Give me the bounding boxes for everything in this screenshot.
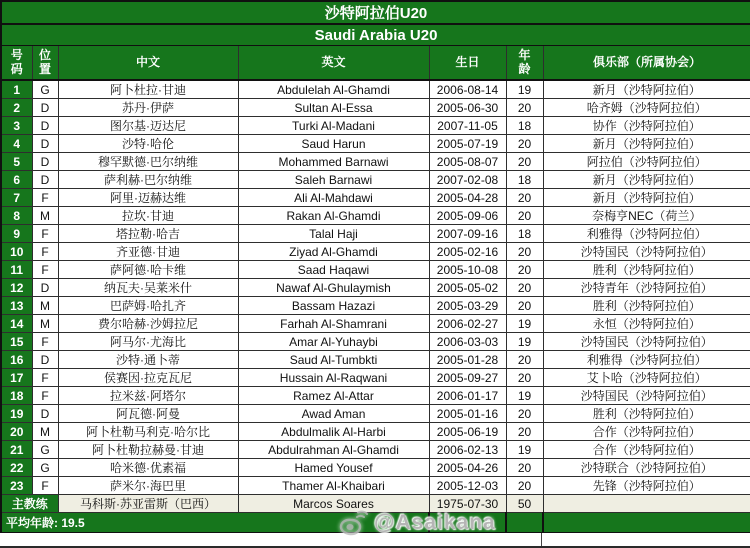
player-age: 18 xyxy=(506,117,543,135)
player-name-en: Thamer Al-Khaibari xyxy=(238,477,429,495)
player-number: 15 xyxy=(1,333,32,351)
player-row xyxy=(1,369,750,387)
player-position: D xyxy=(32,351,58,369)
player-name-en: Abdulelah Al-Ghamdi xyxy=(238,80,429,99)
player-age: 20 xyxy=(506,279,543,297)
col-header-age: 年龄 xyxy=(506,46,543,81)
player-row xyxy=(1,441,750,459)
player-row xyxy=(1,387,750,405)
player-row xyxy=(1,189,750,207)
player-age: 18 xyxy=(506,171,543,189)
player-name-cn: 拉坎·甘迪 xyxy=(58,207,238,225)
player-row xyxy=(1,477,750,495)
player-name-en: Nawaf Al-Ghulaymish xyxy=(238,279,429,297)
player-birthdate: 2006-08-14 xyxy=(429,80,506,99)
player-name-en: Farhah Al-Shamrani xyxy=(238,315,429,333)
player-position: D xyxy=(32,279,58,297)
player-birthdate: 2005-10-08 xyxy=(429,261,506,279)
player-birthdate: 2005-09-06 xyxy=(429,207,506,225)
player-position: M xyxy=(32,297,58,315)
player-position: F xyxy=(32,225,58,243)
player-name-en: Ziyad Al-Ghamdi xyxy=(238,243,429,261)
player-number: 20 xyxy=(1,423,32,441)
player-number: 11 xyxy=(1,261,32,279)
title-row-cn xyxy=(1,1,750,24)
player-age: 20 xyxy=(506,477,543,495)
player-age: 20 xyxy=(506,459,543,477)
player-name-cn: 萨米尔·海巴里 xyxy=(58,477,238,495)
player-name-en: Abdulrahman Al-Ghamdi xyxy=(238,441,429,459)
player-row xyxy=(1,225,750,243)
player-position: G xyxy=(32,459,58,477)
player-age: 20 xyxy=(506,189,543,207)
player-age: 20 xyxy=(506,243,543,261)
player-name-cn: 阿卜杜拉·甘迪 xyxy=(58,80,238,99)
player-name-en: Saud Al-Tumbkti xyxy=(238,351,429,369)
player-age: 19 xyxy=(506,387,543,405)
coach-name-en: Marcos Soares xyxy=(238,495,429,513)
player-row xyxy=(1,405,750,423)
player-row xyxy=(1,315,750,333)
player-club: 新月（沙特阿拉伯） xyxy=(543,80,750,99)
player-position: F xyxy=(32,243,58,261)
player-age: 20 xyxy=(506,99,543,117)
player-birthdate: 2005-04-26 xyxy=(429,459,506,477)
player-name-en: Ramez Al-Attar xyxy=(238,387,429,405)
player-birthdate: 2005-09-27 xyxy=(429,369,506,387)
player-name-en: Saad Haqawi xyxy=(238,261,429,279)
player-number: 4 xyxy=(1,135,32,153)
player-age: 19 xyxy=(506,333,543,351)
title-row-en xyxy=(1,24,750,46)
player-name-cn: 穆罕默德·巴尔纳维 xyxy=(58,153,238,171)
player-position: F xyxy=(32,369,58,387)
player-number: 19 xyxy=(1,405,32,423)
player-name-en: Rakan Al-Ghamdi xyxy=(238,207,429,225)
player-number: 13 xyxy=(1,297,32,315)
player-row xyxy=(1,261,750,279)
col-header-club: 俱乐部（所属协会） xyxy=(543,46,750,81)
player-number: 16 xyxy=(1,351,32,369)
player-birthdate: 2007-02-08 xyxy=(429,171,506,189)
col-header-number: 号码 xyxy=(1,46,32,81)
player-name-cn: 萨阿德·哈卡维 xyxy=(58,261,238,279)
player-name-en: Abdulmalik Al-Harbi xyxy=(238,423,429,441)
player-club: 合作（沙特阿拉伯） xyxy=(543,441,750,459)
player-club: 胜利（沙特阿拉伯） xyxy=(543,405,750,423)
players-body xyxy=(1,80,750,495)
player-club: 胜利（沙特阿拉伯） xyxy=(543,261,750,279)
footer-empty-birthdate xyxy=(429,513,506,533)
player-name-en: Saleh Barnawi xyxy=(238,171,429,189)
player-position: D xyxy=(32,153,58,171)
player-club: 沙特联合（沙特阿拉伯） xyxy=(543,459,750,477)
player-club: 沙特国民（沙特阿拉伯） xyxy=(543,243,750,261)
player-club: 阿拉伯（沙特阿拉伯） xyxy=(543,153,750,171)
player-club: 利雅得（沙特阿拉伯） xyxy=(543,351,750,369)
player-name-cn: 哈米德·优素福 xyxy=(58,459,238,477)
player-age: 19 xyxy=(506,80,543,99)
col-header-position: 位置 xyxy=(32,46,58,81)
coach-name-cn: 马科斯·苏亚雷斯（巴西） xyxy=(58,495,238,513)
player-club: 新月（沙特阿拉伯） xyxy=(543,171,750,189)
player-row xyxy=(1,423,750,441)
player-position: D xyxy=(32,99,58,117)
player-row xyxy=(1,351,750,369)
player-club: 合作（沙特阿拉伯） xyxy=(543,423,750,441)
player-birthdate: 2005-05-02 xyxy=(429,279,506,297)
player-age: 20 xyxy=(506,369,543,387)
player-age: 20 xyxy=(506,297,543,315)
player-name-cn: 阿马尔·尤海比 xyxy=(58,333,238,351)
player-number: 22 xyxy=(1,459,32,477)
player-club: 奈梅亨NEC（荷兰） xyxy=(543,207,750,225)
player-club: 新月（沙特阿拉伯） xyxy=(543,135,750,153)
player-name-cn: 苏丹·伊萨 xyxy=(58,99,238,117)
player-position: F xyxy=(32,387,58,405)
player-club: 先锋（沙特阿拉伯） xyxy=(543,477,750,495)
player-position: F xyxy=(32,477,58,495)
player-club: 沙特国民（沙特阿拉伯） xyxy=(543,387,750,405)
player-number: 3 xyxy=(1,117,32,135)
player-birthdate: 2007-11-05 xyxy=(429,117,506,135)
player-birthdate: 2005-07-19 xyxy=(429,135,506,153)
player-row xyxy=(1,279,750,297)
player-name-cn: 萨利赫·巴尔纳维 xyxy=(58,171,238,189)
footer-empty-club xyxy=(543,513,750,533)
player-number: 1 xyxy=(1,80,32,99)
player-birthdate: 2006-03-03 xyxy=(429,333,506,351)
player-name-cn: 侯赛因·拉克瓦尼 xyxy=(58,369,238,387)
player-row xyxy=(1,80,750,99)
player-name-en: Sultan Al-Essa xyxy=(238,99,429,117)
player-row xyxy=(1,207,750,225)
player-club: 哈齐姆（沙特阿拉伯） xyxy=(543,99,750,117)
player-birthdate: 2005-03-29 xyxy=(429,297,506,315)
player-age: 20 xyxy=(506,135,543,153)
player-name-cn: 阿卜杜勒马利克·哈尔比 xyxy=(58,423,238,441)
player-age: 20 xyxy=(506,423,543,441)
player-age: 20 xyxy=(506,261,543,279)
player-birthdate: 2005-01-28 xyxy=(429,351,506,369)
player-name-cn: 费尔哈赫·沙姆拉尼 xyxy=(58,315,238,333)
player-birthdate: 2005-06-19 xyxy=(429,423,506,441)
player-position: M xyxy=(32,207,58,225)
player-position: G xyxy=(32,80,58,99)
player-club: 胜利（沙特阿拉伯） xyxy=(543,297,750,315)
player-club: 利雅得（沙特阿拉伯） xyxy=(543,225,750,243)
player-club: 艾卜哈（沙特阿拉伯） xyxy=(543,369,750,387)
player-birthdate: 2005-04-28 xyxy=(429,189,506,207)
player-name-cn: 图尔基·迈达尼 xyxy=(58,117,238,135)
player-name-cn: 拉米兹·阿塔尔 xyxy=(58,387,238,405)
player-name-en: Ali Al-Mahdawi xyxy=(238,189,429,207)
player-number: 6 xyxy=(1,171,32,189)
player-number: 5 xyxy=(1,153,32,171)
player-name-en: Bassam Hazazi xyxy=(238,297,429,315)
player-row xyxy=(1,117,750,135)
player-number: 2 xyxy=(1,99,32,117)
page-title-en: Saudi Arabia U20 xyxy=(1,24,750,46)
watermark-text: @Asaikana xyxy=(374,511,496,534)
player-name-en: Hamed Yousef xyxy=(238,459,429,477)
player-number: 17 xyxy=(1,369,32,387)
player-number: 8 xyxy=(1,207,32,225)
average-age-row xyxy=(1,513,750,533)
player-position: G xyxy=(32,441,58,459)
player-row xyxy=(1,153,750,171)
col-header-birthdate: 生日 xyxy=(429,46,506,81)
player-position: D xyxy=(32,405,58,423)
col-header-name-cn: 中文 xyxy=(58,46,238,81)
player-name-en: Turki Al-Madani xyxy=(238,117,429,135)
player-position: D xyxy=(32,171,58,189)
player-name-cn: 阿瓦德·阿曼 xyxy=(58,405,238,423)
player-row xyxy=(1,243,750,261)
player-name-en: Saud Harun xyxy=(238,135,429,153)
player-row xyxy=(1,459,750,477)
coach-label: 主教练 xyxy=(1,495,58,513)
coach-birthdate: 1975-07-30 xyxy=(429,495,506,513)
player-name-cn: 沙特·哈伦 xyxy=(58,135,238,153)
player-name-cn: 阿卜杜勒拉赫曼·甘迪 xyxy=(58,441,238,459)
player-name-cn: 纳瓦夫·吴莱米什 xyxy=(58,279,238,297)
col-header-name-en: 英文 xyxy=(238,46,429,81)
player-row xyxy=(1,297,750,315)
player-number: 21 xyxy=(1,441,32,459)
player-age: 20 xyxy=(506,351,543,369)
player-number: 18 xyxy=(1,387,32,405)
player-birthdate: 2006-02-27 xyxy=(429,315,506,333)
footer-empty-age xyxy=(506,513,543,533)
player-name-en: Amar Al-Yuhaybi xyxy=(238,333,429,351)
player-birthdate: 2006-02-13 xyxy=(429,441,506,459)
player-club: 新月（沙特阿拉伯） xyxy=(543,189,750,207)
player-name-en: Awad Aman xyxy=(238,405,429,423)
player-name-cn: 塔拉勒·哈吉 xyxy=(58,225,238,243)
player-row xyxy=(1,171,750,189)
player-age: 19 xyxy=(506,441,543,459)
player-name-cn: 阿里·迈赫达维 xyxy=(58,189,238,207)
player-number: 9 xyxy=(1,225,32,243)
player-name-cn: 齐亚德·甘迪 xyxy=(58,243,238,261)
player-position: D xyxy=(32,117,58,135)
player-birthdate: 2006-01-17 xyxy=(429,387,506,405)
player-name-cn: 巴萨姆·哈扎齐 xyxy=(58,297,238,315)
player-number: 7 xyxy=(1,189,32,207)
column-header-row xyxy=(1,46,750,81)
player-age: 20 xyxy=(506,153,543,171)
coach-age: 50 xyxy=(506,495,543,513)
player-name-en: Mohammed Barnawi xyxy=(238,153,429,171)
player-row xyxy=(1,135,750,153)
player-number: 23 xyxy=(1,477,32,495)
player-birthdate: 2005-12-03 xyxy=(429,477,506,495)
player-age: 18 xyxy=(506,225,543,243)
player-name-cn: 沙特·通卜蒂 xyxy=(58,351,238,369)
player-birthdate: 2005-02-16 xyxy=(429,243,506,261)
player-birthdate: 2005-01-16 xyxy=(429,405,506,423)
coach-club xyxy=(543,495,750,513)
player-club: 沙特国民（沙特阿拉伯） xyxy=(543,333,750,351)
player-club: 协作（沙特阿拉伯） xyxy=(543,117,750,135)
player-age: 19 xyxy=(506,315,543,333)
player-birthdate: 2005-06-30 xyxy=(429,99,506,117)
player-club: 永恒（沙特阿拉伯） xyxy=(543,315,750,333)
player-position: F xyxy=(32,189,58,207)
player-number: 14 xyxy=(1,315,32,333)
player-position: M xyxy=(32,315,58,333)
player-club: 沙特青年（沙特阿拉伯） xyxy=(543,279,750,297)
player-name-en: Talal Haji xyxy=(238,225,429,243)
player-position: D xyxy=(32,135,58,153)
player-number: 12 xyxy=(1,279,32,297)
player-birthdate: 2007-09-16 xyxy=(429,225,506,243)
player-name-en: Hussain Al-Raqwani xyxy=(238,369,429,387)
player-birthdate: 2005-08-07 xyxy=(429,153,506,171)
player-position: F xyxy=(32,333,58,351)
player-number: 10 xyxy=(1,243,32,261)
player-age: 20 xyxy=(506,405,543,423)
player-row xyxy=(1,333,750,351)
player-age: 20 xyxy=(506,207,543,225)
player-position: M xyxy=(32,423,58,441)
average-age-label: 平均年龄: 19.5 xyxy=(1,513,429,533)
player-position: F xyxy=(32,261,58,279)
page-title-cn: 沙特阿拉伯U20 xyxy=(1,1,750,24)
coach-row xyxy=(1,495,750,513)
player-row xyxy=(1,99,750,117)
